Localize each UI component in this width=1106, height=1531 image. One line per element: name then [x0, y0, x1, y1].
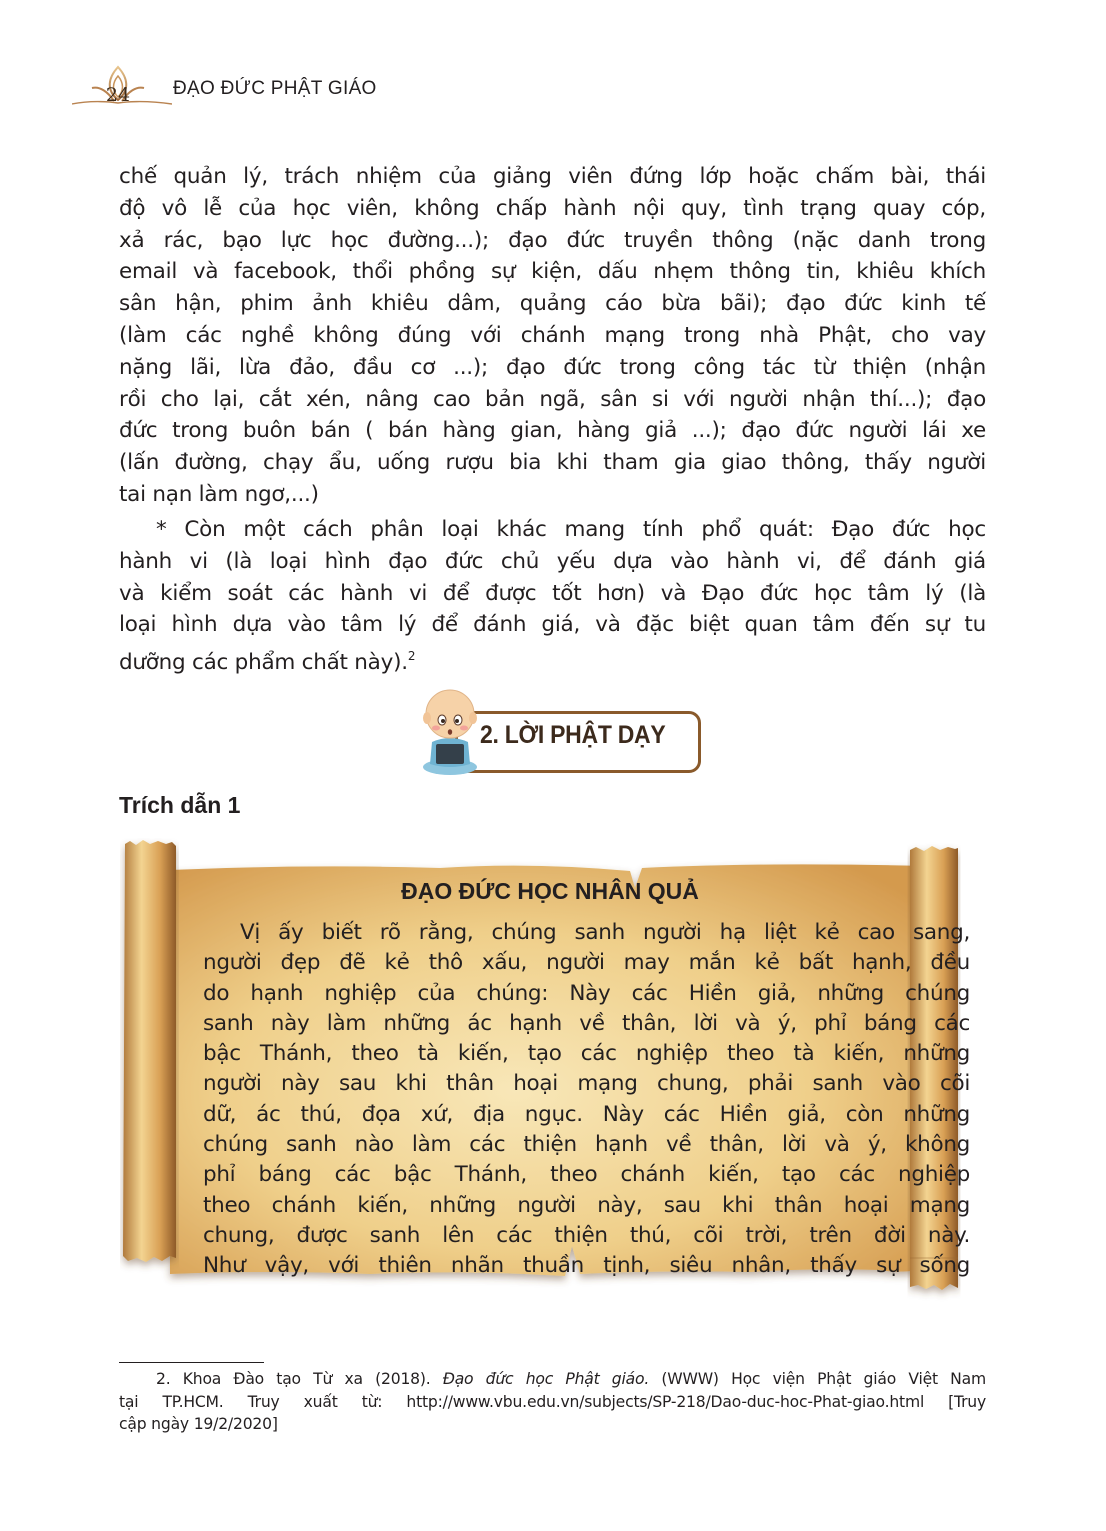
text-line: độ vô lễ của học viên, không chấp hành nội quy, tình trạng quay cóp,: [119, 195, 986, 221]
text-line: sân hận, phim ảnh khiêu dâm, quảng cáo bừa bãi); đạo đức kinh tế: [119, 291, 986, 317]
quote-line: Vị ấy biết rõ rằng, chúng sanh người hạ liệt kẻ cao sang,: [240, 920, 970, 945]
text-line: email và facebook, thổi phồng sự kiện, dấu nhẹm thông tin, khiêu khích: [119, 259, 986, 285]
monk-reading-icon: [414, 684, 484, 776]
footnote-url-line[interactable]: tại TP.HCM. Truy xuất từ: http://www.vbu.edu.vn/subjects/SP-218/Dao-duc-hoc-Phat-giao.html [Truy: [119, 1392, 986, 1411]
footnote-title: Đạo đức học Phật giáo.: [442, 1370, 650, 1388]
text-line: tai nạn làm ngơ,...): [119, 481, 319, 507]
running-title: ĐẠO ĐỨC PHẬT GIÁO: [173, 78, 377, 99]
text-line: * Còn một cách phân loại khác mang tính phổ quát: Đạo đức học: [156, 517, 986, 542]
text-line: chế quản lý, trách nhiệm của giảng viên đứng lớp hoặc chấm bài, thái: [119, 164, 986, 189]
text-line: đức trong buôn bán ( bán hàng gian, hàng giả ...); đạo đức người lái xe: [119, 418, 986, 444]
footnote-divider: [119, 1362, 264, 1363]
text-line: rồi cho lại, cắt xén, nâng cao bản ngã, sân si với người nhận thí...); đạo: [119, 386, 986, 412]
running-header: [72, 64, 492, 114]
text-line: (làm các nghề không đúng với chánh mạng trong nhà Phật, cho vay: [119, 322, 986, 348]
quote-body: [203, 918, 970, 1282]
footnote: [119, 1368, 986, 1436]
footnote-publisher: (WWW) Học viện Phật giáo Việt Nam: [649, 1370, 986, 1388]
quote-line: do hạnh nghiệp của chúng: Này các Hiền giả, những chúng: [203, 980, 970, 1006]
text-line: nặng lãi, lừa đảo, đầu cơ ...); đạo đức trong công tác từ thiện (nhận: [119, 354, 986, 380]
quote-line: người đẹp đẽ kẻ thô xấu, người may mắn kẻ bất hạnh, đều: [203, 950, 970, 976]
text-line: (lấn đường, chạy ẩu, uống rượu bia khi tham gia giao thông, thấy người: [119, 450, 986, 476]
quote-line: chúng sanh nào làm các thiện hạnh về thân, lời và ý, không: [203, 1132, 970, 1158]
quote-line: theo chánh kiến, những người này, sau khi thân hoại mạng: [203, 1192, 970, 1218]
section-heading-badge: [400, 684, 700, 784]
text-line: xả rác, bạo lực học đường...); đạo đức truyền thông (nặc danh trong: [119, 227, 986, 253]
quote-label: Trích dẫn 1: [119, 792, 241, 818]
parchment-scroll: [110, 838, 990, 1328]
text-line: hành vi (là loại hình đạo đức chủ yếu dựa vào hành vi, để đánh giá: [119, 548, 986, 574]
quote-line: sanh này làm những ác hạnh về thân, lời và ý, phỉ báng các: [203, 1010, 970, 1036]
footnote-reference[interactable]: 2: [407, 649, 416, 664]
quote-line: dữ, ác thú, đọa xứ, địa ngục. Này các Hiền giả, còn những: [203, 1101, 970, 1127]
quote-line: Như vậy, với thiên nhãn thuần tịnh, siêu nhân, thấy sự sống: [203, 1253, 970, 1279]
quote-line: phỉ báng các bậc Thánh, theo chánh kiến, tạo các nghiệp: [203, 1162, 970, 1188]
text-line: [119, 641, 986, 679]
text-line: loại hình dựa vào tâm lý để đánh giá, và đặc biệt quan tâm đến sự tu: [119, 612, 986, 638]
section-heading: 2. LỜI PHẬT DẠY: [480, 721, 666, 749]
quote-title: ĐẠO ĐỨC HỌC NHÂN QUẢ: [401, 878, 699, 904]
quote-line: người này sau khi thân hoại mạng chung, phải sanh vào cõi: [203, 1071, 970, 1097]
footnote-access-date: cập ngày 19/2/2020]: [119, 1415, 278, 1433]
page-number: 24: [105, 84, 131, 106]
footnote-line: [119, 1368, 986, 1391]
quote-line: bậc Thánh, theo tà kiến, tạo các nghiệp theo tà kiến, những: [203, 1041, 970, 1067]
quote-line: chung, được sanh lên các thiện thú, cõi trời, trên đời này.: [203, 1222, 970, 1248]
text-line-content: dưỡng các phẩm chất này).: [119, 650, 408, 676]
paragraph-1: [119, 161, 986, 511]
text-line: và kiểm soát các hành vi để được tốt hơn) và Đạo đức học tâm lý (là: [119, 580, 986, 606]
footnote-author: 2. Khoa Đào tạo Từ xa (2018).: [156, 1370, 443, 1388]
paragraph-2: [119, 514, 986, 679]
